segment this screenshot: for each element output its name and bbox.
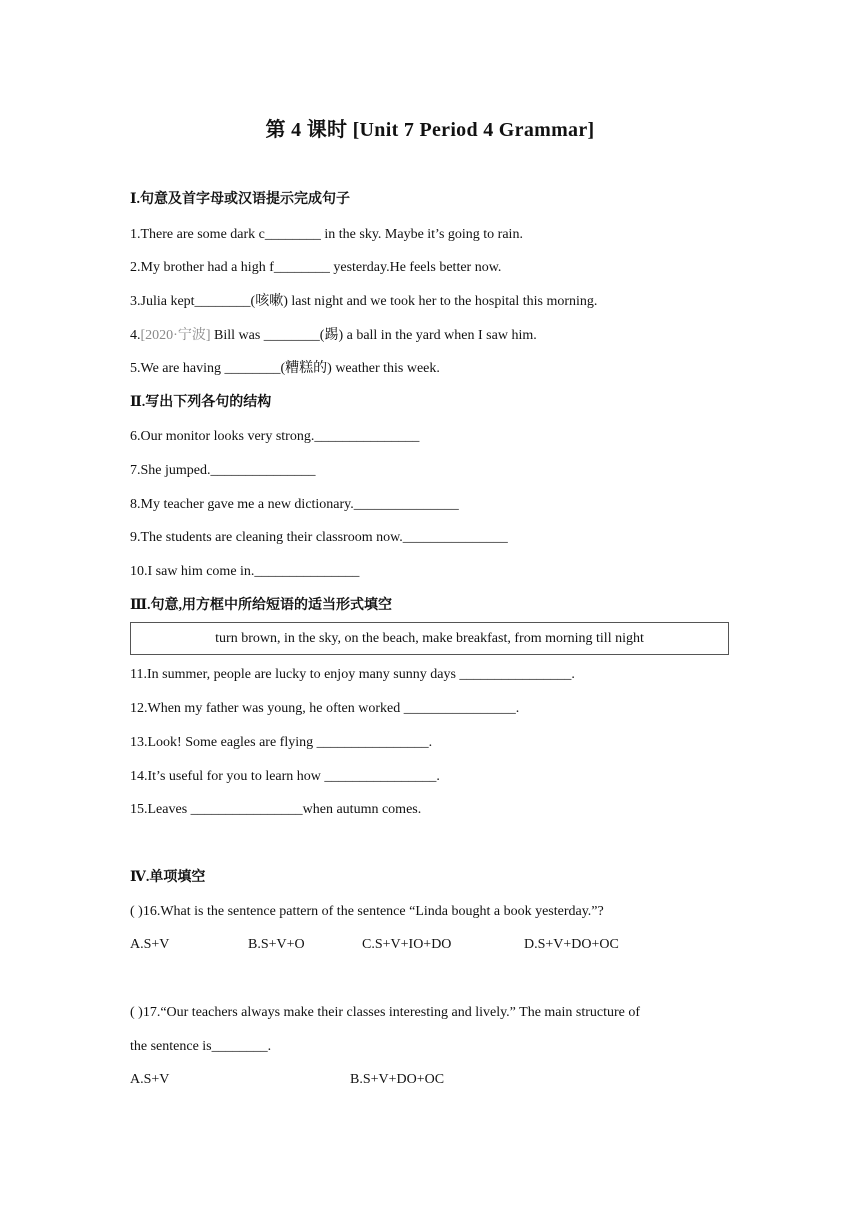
question-8: 8.My teacher gave me a new dictionary._______________ — [130, 497, 459, 512]
phrase-box: turn brown, in the sky, on the beach, make breakfast, from morning till night — [130, 622, 729, 655]
question-17-stem: ( )17.“Our teachers always make their classes interesting and lively.” The main structure of — [130, 1005, 641, 1020]
question-17-stem-continued: the sentence is________. — [130, 1039, 272, 1054]
section-4-heading: Ⅳ.单项填空 — [130, 870, 206, 885]
question-4 — [130, 327, 537, 345]
question-3: 3.Julia kept________(咳嗽) last night and we took her to the hospital this morning. — [130, 294, 598, 309]
question-17-option-a: A.S+V — [130, 1072, 170, 1087]
section-1-heading: Ⅰ.句意及首字母或汉语提示完成句子 — [130, 192, 351, 207]
question-17-option-b: B.S+V+DO+OC — [350, 1072, 445, 1087]
question-4-source: [2020·宁波] — [140, 328, 211, 343]
question-16-option-c: C.S+V+IO+DO — [362, 937, 452, 952]
question-15: 15.Leaves ________________when autumn comes. — [130, 802, 422, 817]
question-1: 1.There are some dark c________ in the sky. Maybe it’s going to rain. — [130, 227, 523, 242]
question-12: 12.When my father was young, he often worked ________________. — [130, 701, 520, 716]
question-11: 11.In summer, people are lucky to enjoy many sunny days ________________. — [130, 667, 575, 682]
question-6: 6.Our monitor looks very strong._______________ — [130, 429, 420, 444]
section-2-heading: Ⅱ.写出下列各句的结构 — [130, 395, 272, 410]
question-16-option-b: B.S+V+O — [248, 937, 305, 952]
question-4-number: 4. — [130, 328, 141, 343]
question-16-stem: ( )16.What is the sentence pattern of the sentence “Linda bought a book yesterday.”? — [130, 904, 604, 919]
question-9: 9.The students are cleaning their classroom now._______________ — [130, 530, 508, 545]
page-title: 第 4 课时 [Unit 7 Period 4 Grammar] — [265, 119, 595, 141]
question-14: 14.It’s useful for you to learn how ________________. — [130, 769, 440, 784]
section-3-heading: Ⅲ.句意,用方框中所给短语的适当形式填空 — [130, 598, 393, 613]
question-13: 13.Look! Some eagles are flying ________________. — [130, 735, 433, 750]
question-16-option-d: D.S+V+DO+OC — [524, 937, 619, 952]
question-7: 7.She jumped._______________ — [130, 463, 316, 478]
question-4-text: Bill was ________(踢) a ball in the yard when I saw him. — [210, 328, 537, 343]
question-16-option-a: A.S+V — [130, 937, 170, 952]
question-2: 2.My brother had a high f________ yesterday.He feels better now. — [130, 260, 502, 275]
question-5: 5.We are having ________(糟糕的) weather this week. — [130, 361, 440, 376]
question-10: 10.I saw him come in._______________ — [130, 564, 360, 579]
